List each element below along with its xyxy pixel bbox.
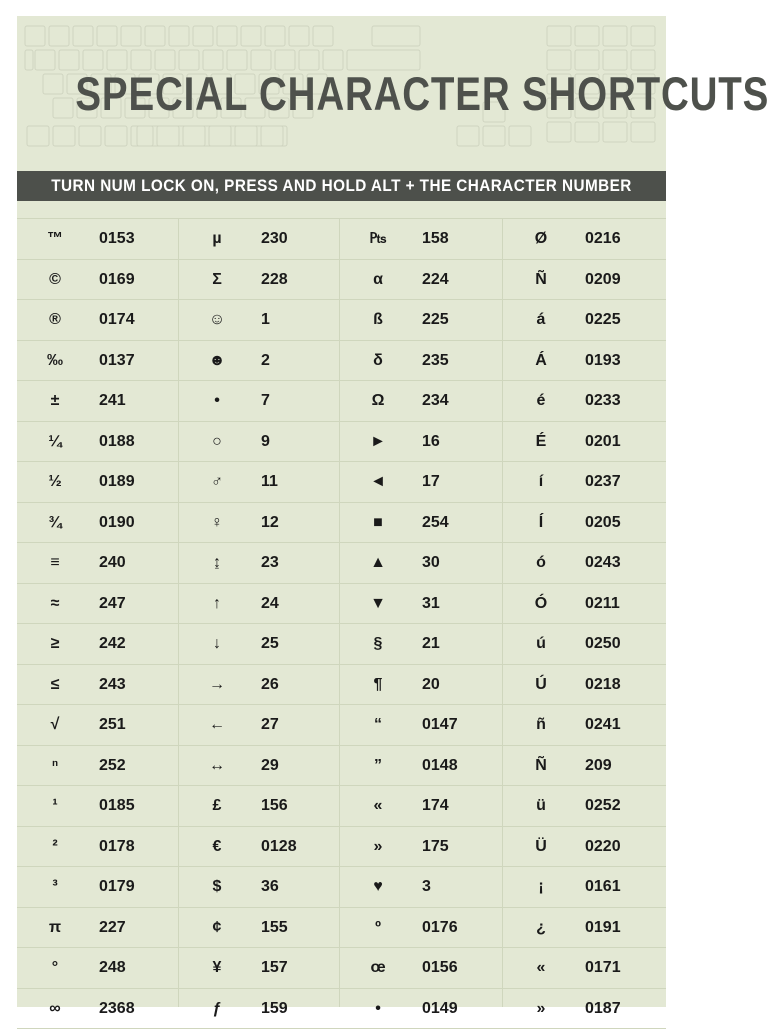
character-symbol: ☻ — [203, 341, 231, 381]
alt-code: 0209 — [585, 260, 621, 300]
character-symbol: ⁿ — [41, 746, 69, 786]
character-symbol: « — [364, 786, 392, 826]
character-symbol: ½ — [41, 462, 69, 502]
character-symbol: ¹ — [41, 786, 69, 826]
shortcut-cell — [179, 665, 339, 705]
alt-code: 29 — [261, 746, 279, 786]
alt-code: 2368 — [99, 989, 135, 1029]
character-symbol: α — [364, 260, 392, 300]
alt-code: 23 — [261, 543, 279, 583]
shortcut-cell — [340, 462, 502, 502]
alt-code: 0241 — [585, 705, 621, 745]
character-symbol: “ — [364, 705, 392, 745]
table-row — [17, 300, 666, 341]
shortcut-cell — [503, 624, 666, 664]
table-row — [17, 746, 666, 787]
alt-code: 0201 — [585, 422, 621, 462]
character-symbol: → — [203, 665, 231, 705]
alt-code: 1 — [261, 300, 270, 340]
alt-code: 0171 — [585, 948, 621, 988]
character-symbol: δ — [364, 341, 392, 381]
shortcut-cell — [503, 665, 666, 705]
character-symbol: Σ — [203, 260, 231, 300]
alt-code: 36 — [261, 867, 279, 907]
column-divider — [178, 218, 179, 1007]
alt-code: 0161 — [585, 867, 621, 907]
shortcut-table — [17, 218, 666, 1029]
shortcut-cell — [179, 260, 339, 300]
character-symbol: ☺ — [203, 300, 231, 340]
page-title: SPECIAL CHARACTER SHORTCUTS — [75, 66, 607, 121]
alt-code: 0237 — [585, 462, 621, 502]
shortcut-cell — [340, 219, 502, 259]
shortcut-cell — [503, 948, 666, 988]
shortcut-cell — [179, 786, 339, 826]
alt-code: 0137 — [99, 341, 135, 381]
character-symbol: ” — [364, 746, 392, 786]
character-symbol: ▼ — [364, 584, 392, 624]
shortcut-cell — [340, 908, 502, 948]
alt-code: 0189 — [99, 462, 135, 502]
shortcut-cell — [17, 260, 178, 300]
shortcut-cell — [179, 503, 339, 543]
character-symbol: ► — [364, 422, 392, 462]
character-symbol: ß — [364, 300, 392, 340]
alt-code: 174 — [422, 786, 449, 826]
character-symbol: ° — [41, 948, 69, 988]
table-row — [17, 665, 666, 706]
alt-code: 27 — [261, 705, 279, 745]
alt-code: 24 — [261, 584, 279, 624]
character-symbol: ñ — [527, 705, 555, 745]
shortcut-cell — [179, 219, 339, 259]
alt-code: 17 — [422, 462, 440, 502]
character-symbol: ○ — [203, 422, 231, 462]
character-symbol: Ü — [527, 827, 555, 867]
shortcut-cell — [503, 341, 666, 381]
shortcut-cell — [179, 422, 339, 462]
alt-code: 0218 — [585, 665, 621, 705]
shortcut-cell — [340, 300, 502, 340]
character-symbol: § — [364, 624, 392, 664]
character-symbol: ≥ — [41, 624, 69, 664]
shortcut-cell — [340, 867, 502, 907]
shortcut-cell — [17, 867, 178, 907]
shortcut-cell — [503, 705, 666, 745]
alt-code: 25 — [261, 624, 279, 664]
character-symbol: ± — [41, 381, 69, 421]
shortcut-cell — [17, 786, 178, 826]
alt-code: 209 — [585, 746, 612, 786]
character-symbol: ƒ — [203, 989, 231, 1029]
character-symbol: » — [364, 827, 392, 867]
shortcut-cell — [503, 867, 666, 907]
character-symbol: ¶ — [364, 665, 392, 705]
shortcut-cell — [17, 341, 178, 381]
character-symbol: ↨ — [203, 543, 231, 583]
shortcut-cell — [503, 746, 666, 786]
alt-code: 251 — [99, 705, 126, 745]
character-symbol: ↓ — [203, 624, 231, 664]
character-symbol: ³ — [41, 867, 69, 907]
shortcut-cell — [503, 300, 666, 340]
shortcut-cell — [503, 503, 666, 543]
alt-code: 0193 — [585, 341, 621, 381]
column-divider — [502, 218, 503, 1007]
shortcut-cell — [340, 665, 502, 705]
alt-code: 26 — [261, 665, 279, 705]
alt-code: 0190 — [99, 503, 135, 543]
alt-code: 20 — [422, 665, 440, 705]
table-row — [17, 948, 666, 989]
shortcut-cell — [503, 260, 666, 300]
alt-code: 0191 — [585, 908, 621, 948]
shortcut-cell — [503, 422, 666, 462]
shortcut-cell — [503, 381, 666, 421]
shortcut-cell — [340, 543, 502, 583]
character-symbol: º — [364, 908, 392, 948]
character-symbol: ■ — [364, 503, 392, 543]
table-row — [17, 543, 666, 584]
character-symbol: £ — [203, 786, 231, 826]
character-symbol: ♀ — [203, 503, 231, 543]
character-symbol: • — [203, 381, 231, 421]
shortcut-cell — [340, 705, 502, 745]
character-symbol: ≈ — [41, 584, 69, 624]
alt-code: 247 — [99, 584, 126, 624]
shortcut-cell — [17, 300, 178, 340]
character-symbol: « — [527, 948, 555, 988]
instruction-banner — [17, 171, 666, 201]
alt-code: 0128 — [261, 827, 297, 867]
character-symbol: µ — [203, 219, 231, 259]
alt-code: 240 — [99, 543, 126, 583]
alt-code: 0174 — [99, 300, 135, 340]
alt-code: 21 — [422, 624, 440, 664]
alt-code: 0243 — [585, 543, 621, 583]
shortcut-cell — [179, 989, 339, 1029]
alt-code: 230 — [261, 219, 288, 259]
alt-code: 224 — [422, 260, 449, 300]
alt-code: 0205 — [585, 503, 621, 543]
table-row — [17, 260, 666, 301]
table-row — [17, 867, 666, 908]
shortcut-cell — [503, 462, 666, 502]
character-symbol: ≤ — [41, 665, 69, 705]
character-symbol: $ — [203, 867, 231, 907]
alt-code: 0188 — [99, 422, 135, 462]
character-symbol: ® — [41, 300, 69, 340]
shortcut-cell — [17, 624, 178, 664]
alt-code: 241 — [99, 381, 126, 421]
character-symbol: ² — [41, 827, 69, 867]
table-row — [17, 503, 666, 544]
character-symbol: ♥ — [364, 867, 392, 907]
table-row — [17, 422, 666, 463]
table-row — [17, 462, 666, 503]
alt-code: 0185 — [99, 786, 135, 826]
character-symbol: Ø — [527, 219, 555, 259]
alt-code: 0220 — [585, 827, 621, 867]
shortcut-cell — [340, 503, 502, 543]
shortcut-cell — [179, 867, 339, 907]
shortcut-cell — [340, 989, 502, 1029]
alt-code: 175 — [422, 827, 449, 867]
shortcut-cell — [340, 624, 502, 664]
alt-code: 156 — [261, 786, 288, 826]
shortcut-cell — [17, 543, 178, 583]
alt-code: 159 — [261, 989, 288, 1029]
alt-code: 0153 — [99, 219, 135, 259]
shortcut-cell — [179, 827, 339, 867]
character-symbol: É — [527, 422, 555, 462]
shortcut-cell — [179, 908, 339, 948]
alt-code: 30 — [422, 543, 440, 583]
character-symbol: ◄ — [364, 462, 392, 502]
alt-code: 0233 — [585, 381, 621, 421]
shortcut-cell — [17, 705, 178, 745]
character-symbol: Ó — [527, 584, 555, 624]
alt-code: 242 — [99, 624, 126, 664]
shortcut-cell — [17, 422, 178, 462]
alt-code: 31 — [422, 584, 440, 624]
character-symbol: œ — [364, 948, 392, 988]
character-symbol: ü — [527, 786, 555, 826]
character-symbol: ¾ — [41, 503, 69, 543]
character-symbol: ← — [203, 705, 231, 745]
character-symbol: Ω — [364, 381, 392, 421]
alt-code: 158 — [422, 219, 449, 259]
character-symbol: ↔ — [203, 746, 231, 786]
table-row — [17, 989, 666, 1029]
character-symbol: á — [527, 300, 555, 340]
shortcut-cell — [17, 219, 178, 259]
shortcut-cell — [17, 989, 178, 1029]
alt-code: 0148 — [422, 746, 458, 786]
shortcut-cell — [340, 948, 502, 988]
shortcut-cell — [503, 543, 666, 583]
alt-code: 157 — [261, 948, 288, 988]
shortcut-cell — [179, 462, 339, 502]
alt-code: 7 — [261, 381, 270, 421]
character-symbol: ≡ — [41, 543, 69, 583]
shortcut-cell — [340, 746, 502, 786]
alt-code: 235 — [422, 341, 449, 381]
alt-code: 0176 — [422, 908, 458, 948]
shortcut-cell — [17, 503, 178, 543]
alt-code: 225 — [422, 300, 449, 340]
instruction-text: TURN NUM LOCK ON, PRESS AND HOLD ALT + THE CHARACTER NUMBER — [49, 171, 633, 201]
alt-code: 0149 — [422, 989, 458, 1029]
character-symbol: é — [527, 381, 555, 421]
alt-code: 0187 — [585, 989, 621, 1029]
shortcut-cell — [17, 665, 178, 705]
shortcut-cell — [179, 746, 339, 786]
alt-code: 0147 — [422, 705, 458, 745]
alt-code: 254 — [422, 503, 449, 543]
shortcut-cell — [340, 827, 502, 867]
shortcut-cell — [17, 827, 178, 867]
shortcut-cell — [340, 381, 502, 421]
alt-code: 16 — [422, 422, 440, 462]
alt-code: 9 — [261, 422, 270, 462]
alt-code: 243 — [99, 665, 126, 705]
poster — [17, 16, 666, 1007]
alt-code: 0216 — [585, 219, 621, 259]
alt-code: 248 — [99, 948, 126, 988]
character-symbol: √ — [41, 705, 69, 745]
character-symbol: ↑ — [203, 584, 231, 624]
shortcut-cell — [503, 584, 666, 624]
alt-code: 0252 — [585, 786, 621, 826]
character-symbol: Ñ — [527, 746, 555, 786]
shortcut-cell — [179, 300, 339, 340]
alt-code: 228 — [261, 260, 288, 300]
shortcut-cell — [17, 584, 178, 624]
shortcut-cell — [340, 341, 502, 381]
table-row — [17, 827, 666, 868]
alt-code: 12 — [261, 503, 279, 543]
shortcut-cell — [17, 948, 178, 988]
table-row — [17, 341, 666, 382]
alt-code: 0179 — [99, 867, 135, 907]
character-symbol: ¼ — [41, 422, 69, 462]
character-symbol: ¡ — [527, 867, 555, 907]
shortcut-cell — [340, 786, 502, 826]
shortcut-cell — [179, 705, 339, 745]
character-symbol: Á — [527, 341, 555, 381]
alt-code: 227 — [99, 908, 126, 948]
character-symbol: π — [41, 908, 69, 948]
table-row — [17, 705, 666, 746]
alt-code: 2 — [261, 341, 270, 381]
shortcut-cell — [179, 584, 339, 624]
character-symbol: ∞ — [41, 989, 69, 1029]
alt-code: 0178 — [99, 827, 135, 867]
shortcut-cell — [503, 219, 666, 259]
character-symbol: ▲ — [364, 543, 392, 583]
character-symbol: ó — [527, 543, 555, 583]
table-row — [17, 381, 666, 422]
shortcut-cell — [179, 543, 339, 583]
character-symbol: ú — [527, 624, 555, 664]
alt-code: 234 — [422, 381, 449, 421]
character-symbol: Ñ — [527, 260, 555, 300]
shortcut-cell — [179, 341, 339, 381]
table-row — [17, 786, 666, 827]
character-symbol: © — [41, 260, 69, 300]
character-symbol: ‰ — [41, 341, 69, 381]
shortcut-cell — [179, 624, 339, 664]
character-symbol: Í — [527, 503, 555, 543]
shortcut-cell — [503, 908, 666, 948]
character-symbol: € — [203, 827, 231, 867]
alt-code: 0211 — [585, 584, 620, 624]
alt-code: 155 — [261, 908, 288, 948]
shortcut-cell — [340, 422, 502, 462]
character-symbol: » — [527, 989, 555, 1029]
shortcut-cell — [17, 746, 178, 786]
alt-code: 3 — [422, 867, 431, 907]
shortcut-cell — [179, 948, 339, 988]
table-row — [17, 584, 666, 625]
character-symbol: ₧ — [364, 219, 392, 259]
alt-code: 0250 — [585, 624, 621, 664]
table-row — [17, 908, 666, 949]
shortcut-cell — [340, 584, 502, 624]
character-symbol: ¥ — [203, 948, 231, 988]
shortcut-cell — [17, 908, 178, 948]
alt-code: 11 — [261, 462, 278, 502]
shortcut-cell — [340, 260, 502, 300]
shortcut-cell — [17, 462, 178, 502]
character-symbol: ¿ — [527, 908, 555, 948]
character-symbol: ♂ — [203, 462, 231, 502]
alt-code: 252 — [99, 746, 126, 786]
shortcut-cell — [503, 827, 666, 867]
alt-code: 0156 — [422, 948, 458, 988]
shortcut-cell — [179, 381, 339, 421]
table-row — [17, 218, 666, 260]
shortcut-cell — [503, 786, 666, 826]
character-symbol: Ú — [527, 665, 555, 705]
table-row — [17, 624, 666, 665]
character-symbol: í — [527, 462, 555, 502]
alt-code: 0169 — [99, 260, 135, 300]
character-symbol: ¢ — [203, 908, 231, 948]
character-symbol: ™ — [41, 219, 69, 259]
column-divider — [339, 218, 340, 1007]
alt-code: 0225 — [585, 300, 621, 340]
character-symbol: • — [364, 989, 392, 1029]
shortcut-cell — [17, 381, 178, 421]
shortcut-cell — [503, 989, 666, 1029]
